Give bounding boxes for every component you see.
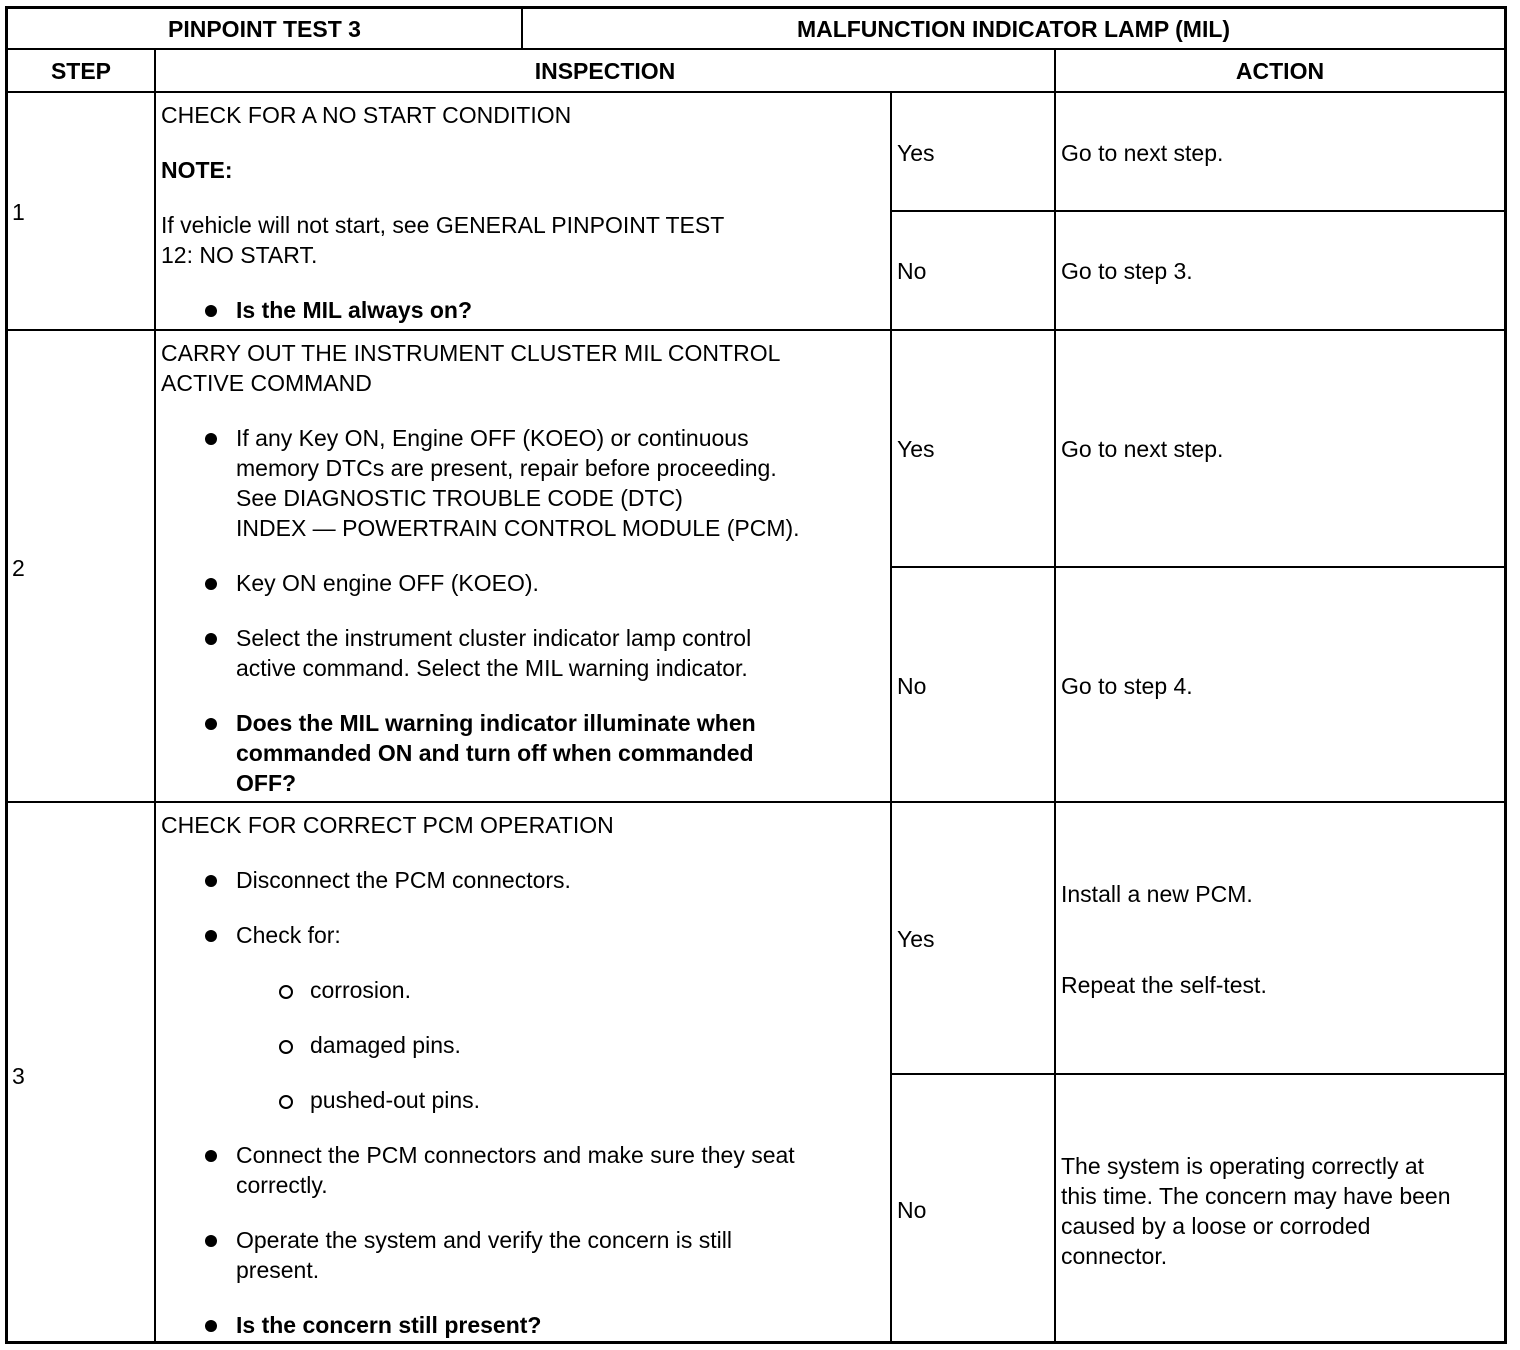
step3-bullet3: Connect the PCM connectors and make sure they seat correctly.: [236, 1142, 795, 1198]
bullet-icon: [205, 1320, 217, 1332]
test-label: PINPOINT TEST 3: [168, 16, 361, 42]
step2-bullet1: If any Key ON, Engine OFF (KOEO) or continuous memory DTCs are present, repair before proceeding. See DIAGNOSTIC TROUBLE CODE (DTC) INDEX — POWERTRAIN CONTROL MODULE (PCM).: [236, 425, 800, 541]
bullet-icon: [205, 718, 217, 730]
split-step2: [890, 566, 1504, 568]
row-divider-step2: [8, 801, 1504, 803]
step3-bullet4: Operate the system and verify the concern is still present.: [236, 1227, 732, 1283]
step3-no: No: [897, 1197, 927, 1223]
bullet-icon: [205, 1150, 217, 1162]
step3-sub1: corrosion.: [310, 977, 411, 1003]
step-column-line: [154, 49, 156, 1341]
step2-bullet3: Select the instrument cluster indicator lamp control active command. Select the MIL warning indicator.: [236, 625, 752, 681]
step3-yes-action-2: Repeat the self-test.: [1061, 972, 1267, 998]
step-number-3: 3: [12, 1063, 25, 1089]
row-divider-columns: [8, 91, 1504, 93]
step1-note-label: NOTE:: [161, 157, 233, 183]
step2-question: Does the MIL warning indicator illuminate when commanded ON and turn off when commanded OFF?: [236, 710, 756, 796]
column-header-action: ACTION: [1235, 58, 1325, 84]
step-number-2: 2: [12, 555, 25, 581]
step3-bullet2: Check for:: [236, 922, 341, 948]
hollow-bullet-icon: [279, 1095, 293, 1109]
test-title: MALFUNCTION INDICATOR LAMP (MIL): [796, 16, 1231, 42]
step1-yes-action: Go to next step.: [1061, 140, 1224, 166]
step2-yes-action: Go to next step.: [1061, 436, 1224, 462]
step1-yes: Yes: [897, 140, 935, 166]
bullet-icon: [205, 930, 217, 942]
yes-no-column-line: [890, 91, 892, 1341]
pinpoint-test-table: [5, 6, 1507, 1344]
bullet-icon: [205, 433, 217, 445]
bullet-icon: [205, 578, 217, 590]
step-number-1: 1: [12, 199, 25, 225]
column-header-step: STEP: [50, 58, 112, 84]
step3-sub3: pushed-out pins.: [310, 1087, 481, 1113]
row-divider-step1: [8, 329, 1504, 331]
split-step3: [890, 1073, 1504, 1075]
step3-yes-action-1: Install a new PCM.: [1061, 881, 1253, 907]
step2-no: No: [897, 673, 927, 699]
step1-no-action: Go to step 3.: [1061, 258, 1193, 284]
step1-no: No: [897, 258, 927, 284]
step2-heading: CARRY OUT THE INSTRUMENT CLUSTER MIL CONTROL ACTIVE COMMAND: [161, 340, 781, 396]
step2-bullet2: Key ON engine OFF (KOEO).: [236, 570, 539, 596]
bullet-icon: [205, 633, 217, 645]
step3-bullet1: Disconnect the PCM connectors.: [236, 867, 571, 893]
step1-note-text: If vehicle will not start, see GENERAL PINPOINT TEST 12: NO START.: [161, 212, 725, 268]
step3-yes: Yes: [897, 926, 935, 952]
step2-no-action: Go to step 4.: [1061, 673, 1193, 699]
step3-no-action: The system is operating correctly at this time. The concern may have been caused by a loose or corroded connector.: [1061, 1153, 1451, 1269]
split-step1: [890, 210, 1504, 212]
bullet-icon: [205, 875, 217, 887]
hollow-bullet-icon: [279, 1040, 293, 1054]
step3-question: Is the concern still present?: [236, 1312, 542, 1338]
bullet-icon: [205, 305, 217, 317]
column-header-inspection: INSPECTION: [534, 58, 676, 84]
step3-heading: CHECK FOR CORRECT PCM OPERATION: [161, 812, 614, 838]
bullet-icon: [205, 1235, 217, 1247]
step1-question: Is the MIL always on?: [236, 297, 473, 323]
step3-sub2: damaged pins.: [310, 1032, 461, 1058]
step1-heading: CHECK FOR A NO START CONDITION: [161, 102, 572, 128]
step2-yes: Yes: [897, 436, 935, 462]
inspection-column-line: [1054, 49, 1056, 1341]
hollow-bullet-icon: [279, 985, 293, 999]
